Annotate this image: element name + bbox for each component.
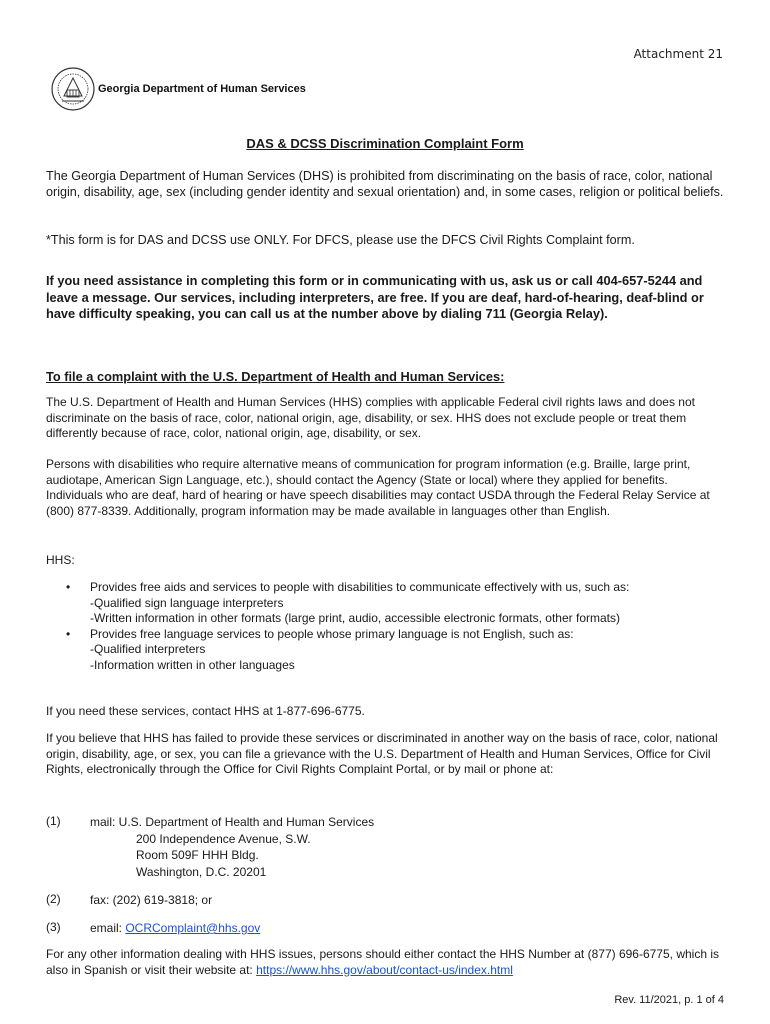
- services-list: [46, 580, 726, 673]
- disabilities-paragraph: Persons with disabilities who require alternative means of communication for program information (e.g. Braille, large print, audiotape, American Sign Language, etc.), should contact the Agency (State or local) where they applied for benefits. Individuals who are deaf, hard of hearing or have speech disabilities may contact USDA through the Federal Relay Service at (800) 877-8339. Additionally, program information may be made available in languages other than English.: [46, 457, 710, 518]
- list-subitem: -Information written in other languages: [90, 657, 295, 672]
- assistance-paragraph: If you need assistance in completing this form or in communicating with us, ask us or call 404-657-5244 and leave a message. Our services, including interpreters, are free. If you are deaf, hard-of-hearing, deaf-blind or have difficulty speaking, you can call us at the number above by dialing 711 (Georgia Relay).: [46, 273, 704, 321]
- option-number: (2): [46, 892, 61, 906]
- address-line: Room 509F HHH Bldg.: [136, 848, 259, 862]
- bullet-icon: •: [66, 626, 71, 641]
- intro-paragraph: The Georgia Department of Human Services (DHS) is prohibited from discriminating on the basis of race, color, national origin, disability, age, sex (including gender identity and sexual orientation) and, in some cases, religion or political beliefs.: [46, 169, 724, 199]
- other-info-text: For any other information dealing with HHS issues, persons should either contact the HHS Number at (877) 696-6775, which is also in Spanish or visit their website at:: [46, 947, 720, 977]
- list-subitem: -Qualified sign language interpreters: [90, 595, 284, 610]
- org-name: Georgia Department of Human Services: [98, 83, 306, 95]
- georgia-seal-logo: [50, 66, 96, 112]
- contact-hhs-line: If you need these services, contact HHS at 1-877-696-6775.: [46, 704, 365, 718]
- mail-label: mail: U.S. Department of Health and Human Services: [90, 815, 375, 829]
- list-item: [46, 627, 726, 674]
- hhs-heading: To file a complaint with the U.S. Department of Health and Human Services:: [46, 369, 505, 384]
- option-number: (3): [46, 920, 61, 934]
- address-line: 200 Independence Avenue, S.W.: [136, 831, 311, 846]
- email-option: [90, 920, 260, 937]
- email-link[interactable]: OCRComplaint@hhs.gov: [125, 921, 261, 935]
- form-title: DAS & DCSS Discrimination Complaint Form: [246, 136, 524, 151]
- list-subitem: -Qualified interpreters: [90, 642, 206, 656]
- other-info-paragraph: [46, 947, 726, 978]
- hhs-compliance-paragraph: The U.S. Department of Health and Human Services (HHS) complies with applicable Federal civil rights laws and does not discriminate on the basis of race, color, national origin, age, disability, or sex. HHS does not exclude people or treat them differently because of race, color, national origin, age, disability, or sex.: [46, 395, 695, 440]
- attachment-label: Attachment 21: [633, 47, 723, 61]
- option-number: (1): [46, 814, 61, 828]
- list-item-text: Provides free aids and services to people with disabilities to communicate effectively with us, such as:: [90, 580, 630, 594]
- address-line: Washington, D.C. 20201: [136, 864, 267, 879]
- revision-footer: Rev. 11/2021, p. 1 of 4: [614, 994, 724, 1006]
- hhs-label: HHS:: [46, 553, 75, 567]
- mail-option: [90, 814, 374, 880]
- bullet-icon: •: [66, 580, 71, 594]
- grievance-paragraph: If you believe that HHS has failed to provide these services or discriminated in another way on the basis of race, color, national origin, disability, age, or sex, you can file a grievance with the U.S. Department of Health and Human Services, Office for Civil Rights, electronically through the Office for Civil Rights Complaint Portal, or by mail or phone at:: [46, 731, 718, 776]
- list-subitem: -Written information in other formats (large print, audio, accessible electronic formats, other formats): [90, 611, 620, 625]
- fax-option: fax: (202) 619-3818; or: [90, 893, 213, 907]
- dfcs-note: *This form is for DAS and DCSS use ONLY. For DFCS, please use the DFCS Civil Rights Complaint form.: [46, 233, 635, 247]
- list-item-text: Provides free language services to people whose primary language is not English, such as:: [90, 626, 574, 641]
- hhs-website-link[interactable]: https://www.hhs.gov/about/contact-us/index.html: [256, 962, 513, 977]
- email-label: email:: [90, 921, 126, 935]
- list-item: [46, 580, 726, 627]
